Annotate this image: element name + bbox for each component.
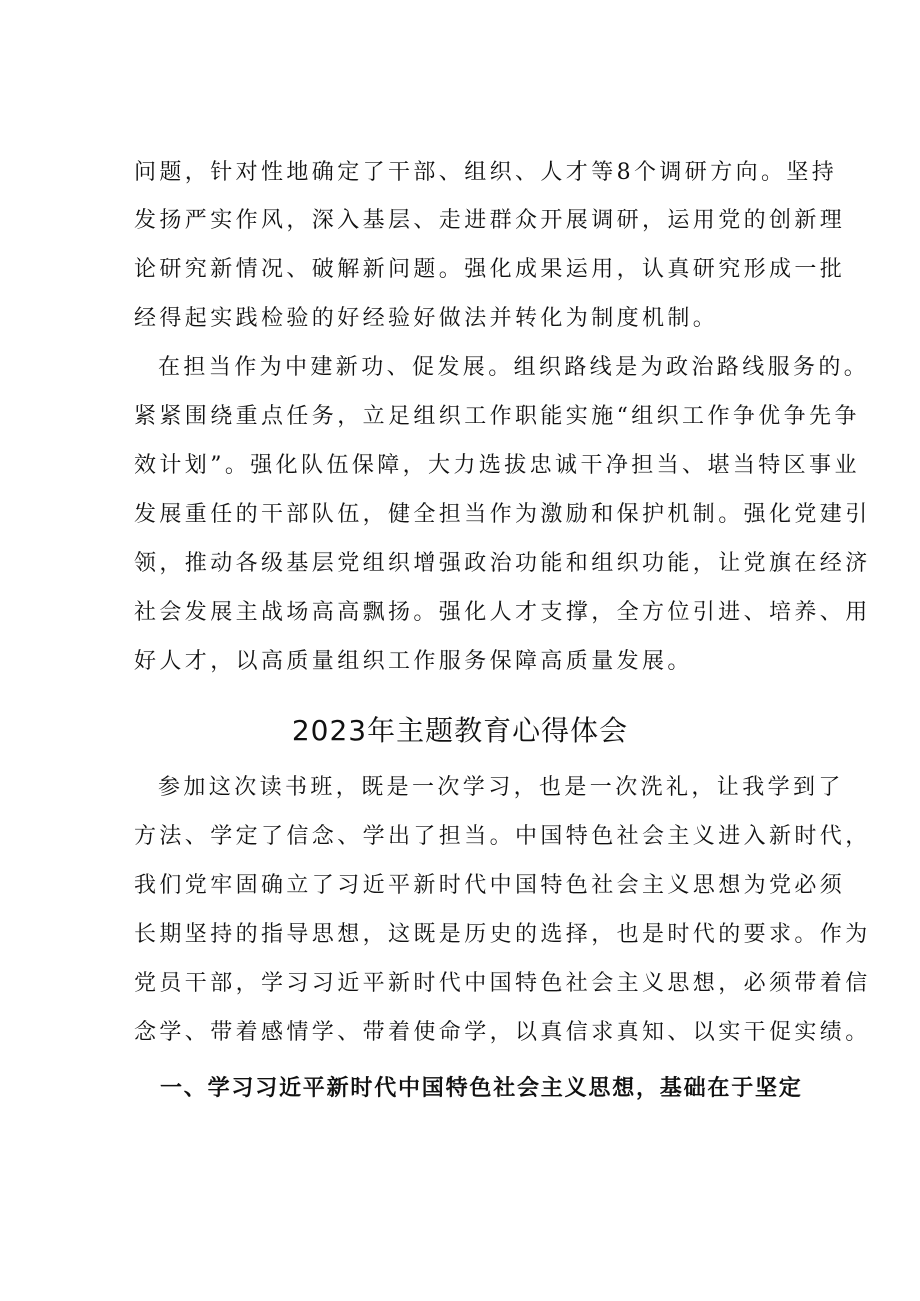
paragraph3-line-5: 党员干部，学习习近平新时代中国特色社会主义思想，必须带着信 — [134, 971, 871, 996]
paragraph1-line-4: 经得起实践检验的好经验好做法并转化为制度机制。 — [134, 306, 719, 331]
paragraph2-line-1: 在担当作为中建新功、促发展。组织路线是为政治路线服务的。 — [158, 355, 870, 380]
paragraph2-line-6: 社会发展主战场高高飘扬。强化人才支撑，全方位引进、培养、用 — [134, 600, 871, 625]
paragraph2-line-4: 发展重任的干部队伍，健全担当作为激励和保护机制。强化党建引 — [134, 502, 871, 527]
paragraph2-line-2: 紧紧围绕重点任务，立足组织工作职能实施“组织工作争优争先争 — [134, 404, 860, 429]
paragraph2-line-5: 领，推动各级基层党组织增强政治功能和组织功能，让党旗在经济 — [134, 551, 871, 576]
paragraph3-line-3: 我们党牢固确立了习近平新时代中国特色社会主义思想为党必须 — [134, 873, 846, 898]
paragraph1-line-2: 发扬严实作风，深入基层、走进群众开展调研，运用党的创新理 — [134, 208, 846, 233]
paragraph3-line-1: 参加这次读书班，既是一次学习，也是一次洗礼，让我学到了 — [158, 775, 844, 800]
paragraph3-line-6: 念学、带着感情学、带着使命学，以真信求真知、以实干促实绩。 — [134, 1020, 871, 1045]
paragraph2-line-3: 效计划”。强化队伍保障，大力选拔忠诚干净担当、堪当特区事业 — [134, 453, 860, 478]
paragraph1-line-1: 问题，针对性地确定了干部、组织、人才等8个调研方向。坚持 — [134, 160, 838, 185]
paragraph2-line-7: 好人才，以高质量组织工作服务保障高质量发展。 — [134, 649, 693, 674]
section-heading-1: 一、学习习近平新时代中国特色社会主义思想，基础在于坚定 — [160, 1076, 803, 1101]
paragraph3-line-2: 方法、学定了信念、学出了担当。中国特色社会主义进入新时代， — [134, 824, 871, 849]
page-title: 2023年主题教育心得体会 — [291, 714, 629, 747]
paragraph3-line-4: 长期坚持的指导思想，这既是历史的选择，也是时代的要求。作为 — [134, 922, 871, 947]
paragraph1-line-3: 论研究新情况、破解新问题。强化成果运用，认真研究形成一批 — [134, 257, 846, 282]
